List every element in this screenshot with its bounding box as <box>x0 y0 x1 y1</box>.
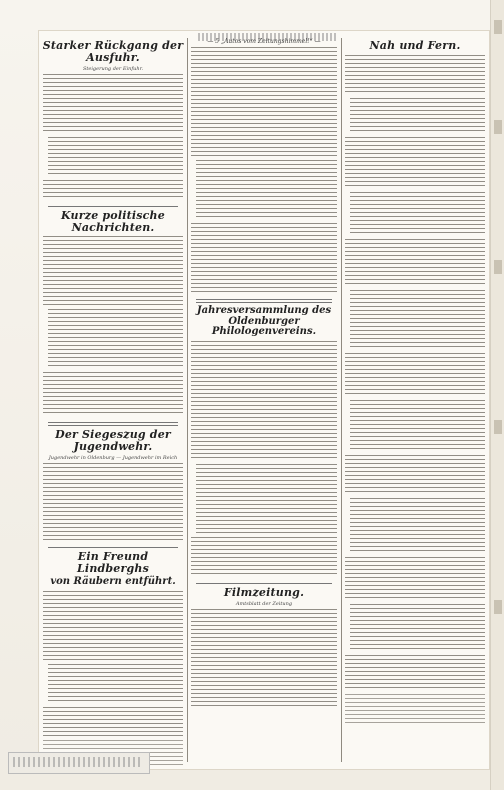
article-subline: Steigerung der Einfuhr. <box>82 66 144 73</box>
article-text <box>350 604 485 652</box>
article-subheadline: von Räubern entführt. <box>50 576 176 588</box>
article-text <box>191 223 337 293</box>
article-headline: Starker Rückgang der Ausfuhr. <box>42 39 184 64</box>
article-export-decline <box>42 40 184 200</box>
top-banner-text: — 5 „Autos vom Zeitungshimmel!“ — <box>207 38 321 45</box>
article-text <box>43 180 183 200</box>
section-divider <box>48 206 178 207</box>
article-text <box>191 609 337 709</box>
article-text <box>191 537 337 577</box>
article-headline: Der Siegeszug der Jugendwehr. <box>55 428 171 453</box>
article-text <box>350 498 485 554</box>
page-edge-tab <box>494 600 502 614</box>
article-text <box>191 47 337 157</box>
article-subline: Jugendwehr in Oldenburg — Jugendwehr im Reich <box>48 455 178 462</box>
article-headline: Ein Freund Lindberghs <box>77 550 149 575</box>
article-text <box>350 290 485 350</box>
article-text <box>350 192 485 236</box>
article-philologists <box>190 306 338 577</box>
column-rule <box>341 38 342 762</box>
center-column <box>190 38 338 768</box>
newspaper-page <box>38 30 490 770</box>
article-text <box>350 400 485 452</box>
article-headline: Nah und Fern. <box>369 39 461 52</box>
article-text <box>345 239 485 287</box>
article-text <box>43 463 183 541</box>
article-lindbergh-friend <box>42 551 184 768</box>
section-divider <box>48 547 178 548</box>
page-edge-tab <box>494 260 502 274</box>
page-edge-tab <box>494 20 502 34</box>
article-text <box>196 464 337 534</box>
article-text <box>345 137 485 189</box>
archive-stamp <box>8 752 150 774</box>
article-headline: Filmzeitung. <box>223 585 305 599</box>
article-text <box>345 557 485 601</box>
article-political-news <box>42 210 184 416</box>
page-edge-strip <box>490 0 504 790</box>
article-text <box>43 707 183 737</box>
page-edge-tab <box>494 120 502 134</box>
article-headline: Kurze politische Nachrichten. <box>61 209 165 234</box>
article-text <box>43 372 183 416</box>
page-edge-tab <box>494 420 502 434</box>
section-divider <box>196 583 332 584</box>
article-text <box>345 694 485 726</box>
column-rule <box>187 38 188 762</box>
article-text <box>345 455 485 495</box>
article-subline: Amtsblatt der Zeitung <box>235 601 293 608</box>
section-divider <box>196 299 332 303</box>
right-column <box>344 38 486 768</box>
article-youth-defense <box>42 429 184 541</box>
article-text <box>345 655 485 691</box>
article-text <box>345 353 485 397</box>
article-text <box>350 98 485 134</box>
article-text <box>43 591 183 661</box>
article-text <box>43 236 183 306</box>
article-headline: Jahresversammlung des Oldenburger Philologenvereins. <box>196 305 332 337</box>
article-text <box>48 137 183 177</box>
article-text <box>48 664 183 704</box>
left-column <box>42 38 184 768</box>
article-text <box>43 74 183 134</box>
article-text <box>48 309 183 369</box>
article-top-center <box>190 38 338 293</box>
article-text <box>196 160 337 220</box>
section-divider <box>48 422 178 426</box>
article-near-and-far <box>344 40 486 726</box>
article-text <box>191 341 337 461</box>
article-text <box>345 55 485 95</box>
article-film <box>190 587 338 710</box>
